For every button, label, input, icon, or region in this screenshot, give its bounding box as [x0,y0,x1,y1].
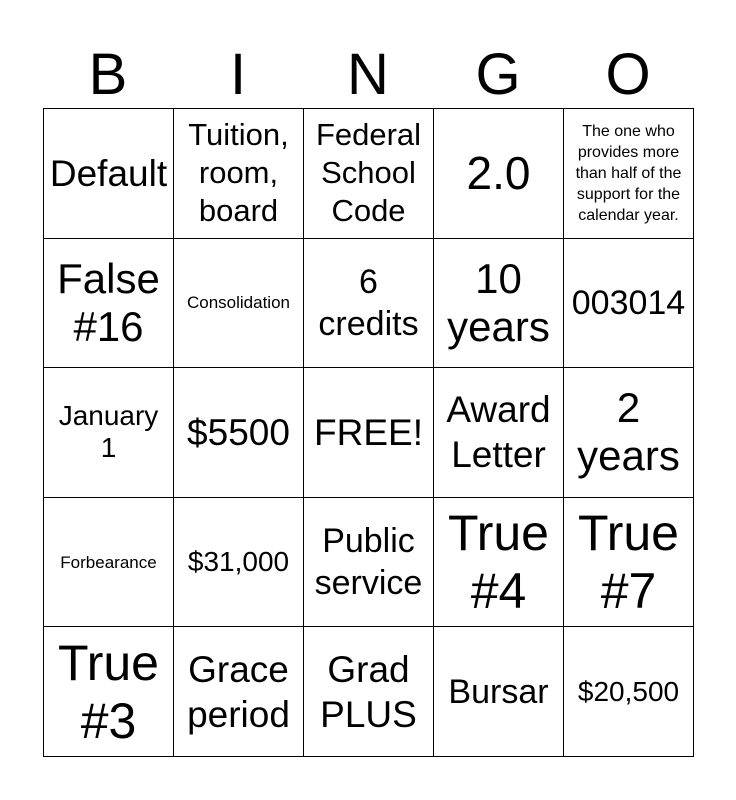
header-letter-g: G [475,42,521,107]
board-row-5 [44,627,694,757]
cell-text: Award Letter [446,389,551,476]
bingo-cell[interactable] [434,238,564,368]
cell-text: Default [49,152,168,194]
board-row-1 [44,109,694,239]
bingo-cell[interactable] [304,627,434,757]
cell-text: True #3 [58,634,159,749]
bingo-cell[interactable] [564,238,694,368]
cell-text: Grace period [187,648,290,735]
bingo-cell[interactable] [434,627,564,757]
bingo-cell[interactable] [44,627,174,757]
board-row-4 [44,497,694,627]
cell-text: $31,000 [187,546,290,578]
cell-text: Tuition, room, board [188,117,289,229]
cell-text: True #7 [578,505,679,620]
cell-text: The one who provides more than half of the support for the calendar year. [575,122,682,224]
bingo-cell[interactable] [564,497,694,627]
bingo-cell[interactable] [44,109,174,239]
bingo-cell[interactable] [44,497,174,627]
cell-text: 6 credits [318,262,419,343]
header-letter-i: I [229,42,247,107]
free-space-text: FREE! [314,411,423,453]
cell-text: False #16 [57,254,160,350]
cell-text: True #4 [448,505,549,620]
bingo-cell[interactable] [434,109,564,239]
bingo-cell[interactable] [434,497,564,627]
cell-text: $20,500 [577,675,680,707]
bingo-cell[interactable] [174,368,304,498]
free-space-cell[interactable] [304,368,434,498]
bingo-cell[interactable] [174,627,304,757]
cell-text: 003014 [571,283,686,322]
cell-text: Bursar [448,672,549,711]
bingo-cell[interactable] [304,109,434,239]
cell-text: Grad PLUS [320,648,417,735]
header-letter-n: N [347,42,389,107]
cell-text: Forbearance [60,552,157,572]
cell-text: 2 years [577,384,680,480]
board-row-2 [44,238,694,368]
cell-text: January 1 [58,400,159,464]
bingo-header [43,42,693,108]
cell-text: 10 years [447,254,550,350]
bingo-cell[interactable] [174,497,304,627]
bingo-cell[interactable] [44,238,174,368]
bingo-cell[interactable] [304,497,434,627]
bingo-cell[interactable] [44,368,174,498]
board-row-3 [44,368,694,498]
bingo-cell[interactable] [564,109,694,239]
bingo-cell[interactable] [564,368,694,498]
bingo-cell[interactable] [564,627,694,757]
header-letter-b: B [88,42,128,107]
cell-text: Federal School Code [315,117,422,229]
bingo-board [43,108,694,757]
cell-text: Public service [314,522,423,603]
cell-text: 2.0 [466,147,531,200]
header-letter-o: O [605,42,651,107]
cell-text: $5500 [187,411,290,453]
bingo-cell[interactable] [434,368,564,498]
cell-text: Consolidation [186,293,290,313]
bingo-cell[interactable] [304,238,434,368]
bingo-cell[interactable] [174,238,304,368]
bingo-cell[interactable] [174,109,304,239]
